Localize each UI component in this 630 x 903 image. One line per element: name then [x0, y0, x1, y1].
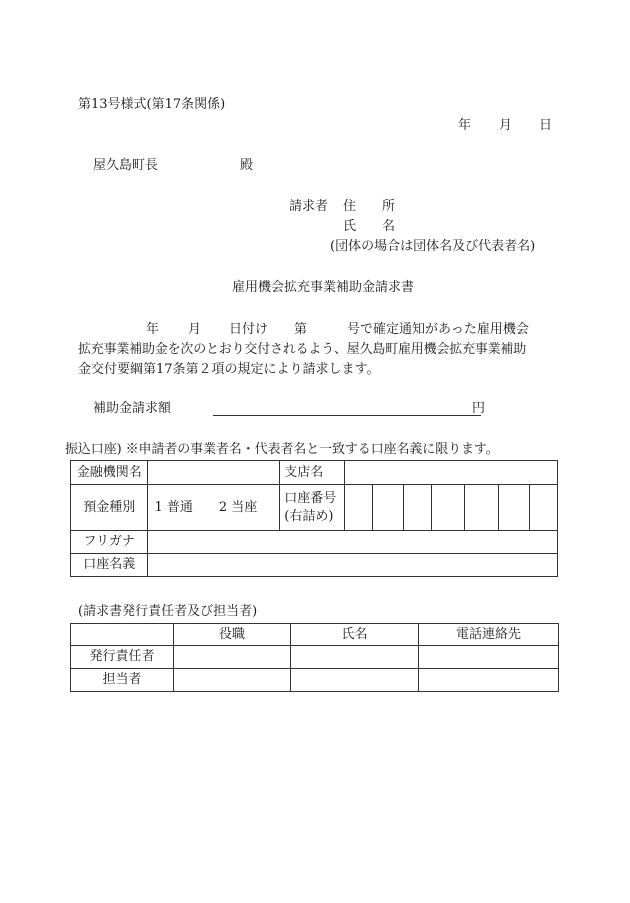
claimant-note: (団体の場合は団体名及び代表者名)	[330, 239, 536, 254]
date-day: 日	[539, 118, 553, 133]
body-dated: 日付け	[229, 322, 269, 337]
issuer-position-cell[interactable]	[174, 646, 291, 669]
date-month: 月	[499, 118, 513, 133]
contacts-header-name: 氏名	[291, 624, 419, 646]
claimant-name-label: 氏 名	[343, 219, 396, 234]
account-digit-4[interactable]	[432, 485, 465, 531]
body-line3: 金交付要綱第17条第２項の規定により請求します。	[78, 362, 380, 377]
branch-label: 支店名	[280, 461, 344, 485]
account-number-label: 口座番号	[284, 490, 337, 506]
holder-value[interactable]	[148, 554, 558, 577]
account-digit-7[interactable]	[529, 485, 557, 531]
furigana-label: フリガナ	[71, 531, 148, 554]
branch-value[interactable]	[344, 461, 557, 485]
account-number-note: (右詰め)	[284, 508, 334, 524]
addressee-honorific: 殿	[240, 158, 254, 173]
contacts-row-issuer-label: 発行責任者	[71, 646, 174, 669]
furigana-value[interactable]	[148, 531, 558, 554]
account-digit-5[interactable]	[465, 485, 498, 531]
account-number-label-cell	[280, 485, 344, 531]
contacts-header-position: 役職	[174, 624, 291, 646]
addressee-name: 屋久島町長	[93, 158, 159, 173]
deposit-type-label: 預金種別	[71, 485, 148, 531]
document-title: 雇用機会拡充事業補助金請求書	[232, 280, 415, 295]
deposit-type-options[interactable]: 1 普通 2 当座	[148, 485, 280, 531]
contacts-header-phone: 電話連絡先	[419, 624, 559, 646]
body-year: 年	[146, 322, 160, 337]
amount-underline[interactable]	[213, 399, 481, 416]
staff-position-cell[interactable]	[174, 669, 291, 692]
contacts-caption: (請求書発行責任者及び担当者)	[78, 604, 258, 619]
body-line2: 拡充事業補助金を次のとおり交付されるよう、屋久島町雇用機会拡充事業補助	[78, 342, 527, 357]
staff-phone-cell[interactable]	[419, 669, 559, 692]
contacts-row-staff-label: 担当者	[71, 669, 174, 692]
account-digit-3[interactable]	[404, 485, 432, 531]
bank-table	[70, 460, 558, 577]
institution-label: 金融機関名	[71, 461, 148, 485]
amount-unit: 円	[472, 401, 486, 416]
contacts-header-blank	[71, 624, 174, 646]
body-dai: 第	[294, 322, 308, 337]
institution-value[interactable]	[148, 461, 280, 485]
account-digit-6[interactable]	[498, 485, 529, 531]
claimant-label: 請求者	[289, 199, 329, 214]
staff-name-cell[interactable]	[291, 669, 419, 692]
body-line1-rest: 号で確定通知があった雇用機会	[347, 322, 529, 337]
body-month: 月	[188, 322, 202, 337]
issuer-phone-cell[interactable]	[419, 646, 559, 669]
date-year: 年	[458, 118, 472, 133]
issuer-name-cell[interactable]	[291, 646, 419, 669]
amount-label: 補助金請求額	[93, 401, 172, 416]
form-number: 第13号様式(第17条関係)	[78, 97, 226, 112]
contacts-table	[70, 623, 559, 692]
account-digit-2[interactable]	[372, 485, 403, 531]
claimant-address-label: 住 所	[343, 199, 396, 214]
bank-caption: 振込口座) ※申請者の事業者名・代表者名と一致する口座名義に限ります。	[65, 442, 499, 457]
holder-label: 口座名義	[71, 554, 148, 577]
account-digit-1[interactable]	[344, 485, 372, 531]
